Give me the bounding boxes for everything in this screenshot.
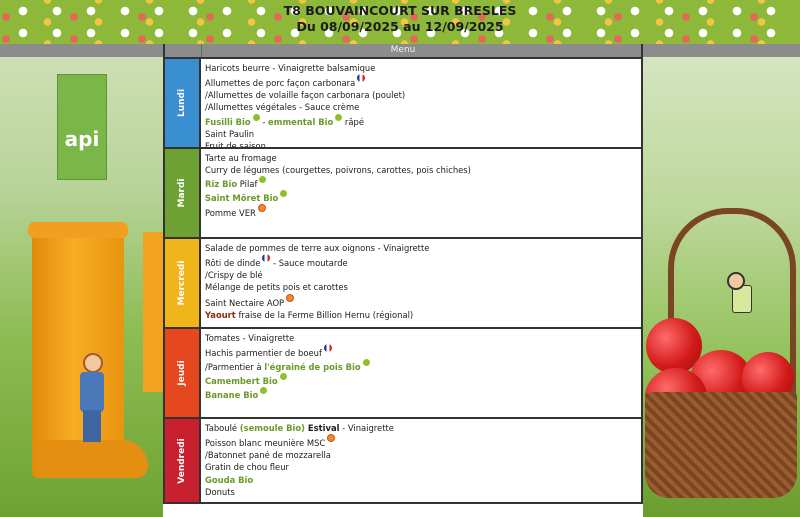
menu-item (205, 434, 637, 449)
dish-text: - Sauce moutarde (270, 258, 348, 268)
gardener-legs (83, 410, 101, 442)
bio-label-icon (363, 359, 370, 366)
day-row-mercredi (165, 237, 641, 327)
bio-dish-text: emmental Bio (268, 116, 334, 127)
dish-text: - Vinaigrette (339, 423, 394, 433)
bio-dish-text: (semoule Bio) (239, 423, 305, 433)
date-range: Du 08/09/2025 au 12/09/2025 (296, 19, 504, 34)
dish-text: Pilaf (237, 179, 258, 190)
menu-item (205, 164, 637, 176)
menu-item (205, 269, 637, 281)
menu-item (205, 373, 637, 387)
dish-text: Allumettes de porc façon carbonara (205, 78, 356, 88)
dish-text: Tarte au fromage (205, 153, 277, 163)
bio-dish-text: Riz Bio (205, 179, 238, 190)
header-title-box (0, 0, 800, 44)
dish-text: /Parmentier à (205, 362, 265, 372)
french-flag-icon (324, 344, 332, 352)
day-name: Jeudi (177, 360, 187, 386)
day-label-lundi (165, 59, 201, 147)
local-label-icon (327, 434, 335, 442)
dish-text: Haricots beurre - Vinaigrette balsamique (205, 63, 376, 73)
menu-column-header: Menu (165, 44, 641, 57)
local-label-icon (258, 204, 266, 212)
dish-text: Pomme VER (205, 208, 256, 219)
dish-text: Yaourt (205, 309, 236, 320)
bio-dish-text: Fusilli Bio (205, 116, 251, 127)
climber-head (727, 272, 745, 290)
menu-item (205, 89, 637, 101)
bio-dish-text: Camembert Bio (205, 376, 278, 386)
dish-text: /Allumettes de volaille façon carbonara (poulet) (205, 90, 406, 101)
menu-item (205, 128, 637, 140)
day-label-jeudi (165, 329, 201, 417)
menu-item (205, 152, 637, 164)
menu-item (205, 204, 637, 219)
dish-text: /Allumettes végétales - Sauce crème (205, 102, 360, 113)
menu-item (205, 344, 637, 359)
menu-item (205, 281, 637, 293)
menu-item (205, 359, 637, 373)
menu-item (205, 461, 637, 473)
menu-item (205, 101, 637, 113)
menu-items-list (205, 152, 637, 219)
dish-text: Taboulé (205, 423, 240, 433)
dish-text: râpé (342, 116, 364, 127)
day-name: Mercredi (177, 260, 187, 306)
dish-text: /Crispy de blé (205, 270, 263, 281)
day-name: Mardi (177, 178, 187, 208)
local-label-icon (286, 294, 294, 302)
menu-item (205, 74, 637, 89)
dish-text: Saint Nectaire AOP (205, 297, 285, 308)
menu-items-list (205, 422, 637, 498)
menu-item (205, 62, 637, 74)
bio-label-icon (280, 373, 287, 380)
menu-item (205, 474, 637, 486)
menu-table (163, 44, 643, 504)
dish-text: Rôti de dinde (205, 258, 261, 268)
dish-text: Tomates - Vinaigrette (205, 333, 295, 343)
left-header-bar (0, 44, 163, 57)
menu-item (205, 449, 637, 461)
api-logo (57, 74, 107, 180)
day-row-lundi (165, 57, 641, 151)
dish-text: Saint Paulin (205, 128, 255, 139)
dish-text: - (259, 116, 269, 127)
day-name: Vendredi (177, 437, 187, 484)
dish-text: Curry de légumes (courgettes, poivrons, carottes, pois chiches) (205, 165, 471, 176)
menu-items-list (205, 242, 637, 321)
menu-item (205, 176, 637, 190)
bio-label-icon (253, 114, 260, 121)
bio-dish-text: l'égrainé de pois Bio (264, 362, 361, 372)
menu-item (205, 254, 637, 269)
menu-item (205, 332, 637, 344)
boot-foot (38, 440, 148, 478)
gardener-head (83, 353, 103, 373)
menu-item (205, 387, 637, 401)
day-label-vendredi (165, 419, 201, 502)
second-boot-illustration (143, 232, 163, 392)
dish-text: Gratin de chou fleur (205, 462, 289, 473)
basket-illustration (645, 392, 797, 498)
menu-item (205, 486, 637, 498)
dish-text: Fruit de saison (205, 140, 266, 151)
bio-label-icon (260, 387, 267, 394)
menu-item (205, 114, 637, 128)
dish-text: Estival (305, 423, 340, 433)
dish-text: Donuts (205, 486, 235, 497)
menu-item (205, 422, 637, 434)
menu-header-corner (165, 44, 202, 57)
dish-text: /Batonnet pané de mozzarella (205, 450, 331, 461)
day-row-jeudi (165, 327, 641, 417)
menu-item (205, 242, 637, 254)
boot-rim (28, 222, 128, 238)
menu-items-list (205, 62, 637, 152)
day-row-mardi (165, 147, 641, 237)
bio-label-icon (259, 176, 266, 183)
menu-items-list (205, 332, 637, 401)
bio-dish-text: Saint Môret Bio (205, 193, 279, 204)
bio-dish-text: Gouda Bio (205, 474, 254, 485)
dish-text: fraise de la Ferme Billion Hernu (régional) (235, 309, 414, 320)
bio-label-icon (280, 190, 287, 197)
right-header-bar (643, 44, 800, 57)
dish-text: Mélange de petits pois et carottes (205, 282, 348, 293)
menu-item (205, 294, 637, 309)
page-title: T8 BOUVAINCOURT SUR BRESLES (283, 3, 517, 18)
table-bottom-border (165, 502, 641, 504)
day-name: Lundi (177, 88, 187, 118)
day-row-vendredi (165, 417, 641, 502)
menu-item (205, 190, 637, 204)
gardener-body (80, 372, 104, 412)
menu-item (205, 309, 637, 321)
logo-text: api (64, 127, 100, 151)
french-flag-icon (357, 74, 365, 82)
dish-text: Hachis parmentier de boeuf (205, 348, 322, 358)
dish-text: Poisson blanc meunière MSC (205, 438, 326, 448)
bio-dish-text: Banane Bio (205, 390, 259, 400)
dish-text: Salade de pommes de terre aux oignons - Vinaigrette (205, 243, 430, 253)
day-label-mardi (165, 149, 201, 237)
day-label-mercredi (165, 239, 201, 327)
